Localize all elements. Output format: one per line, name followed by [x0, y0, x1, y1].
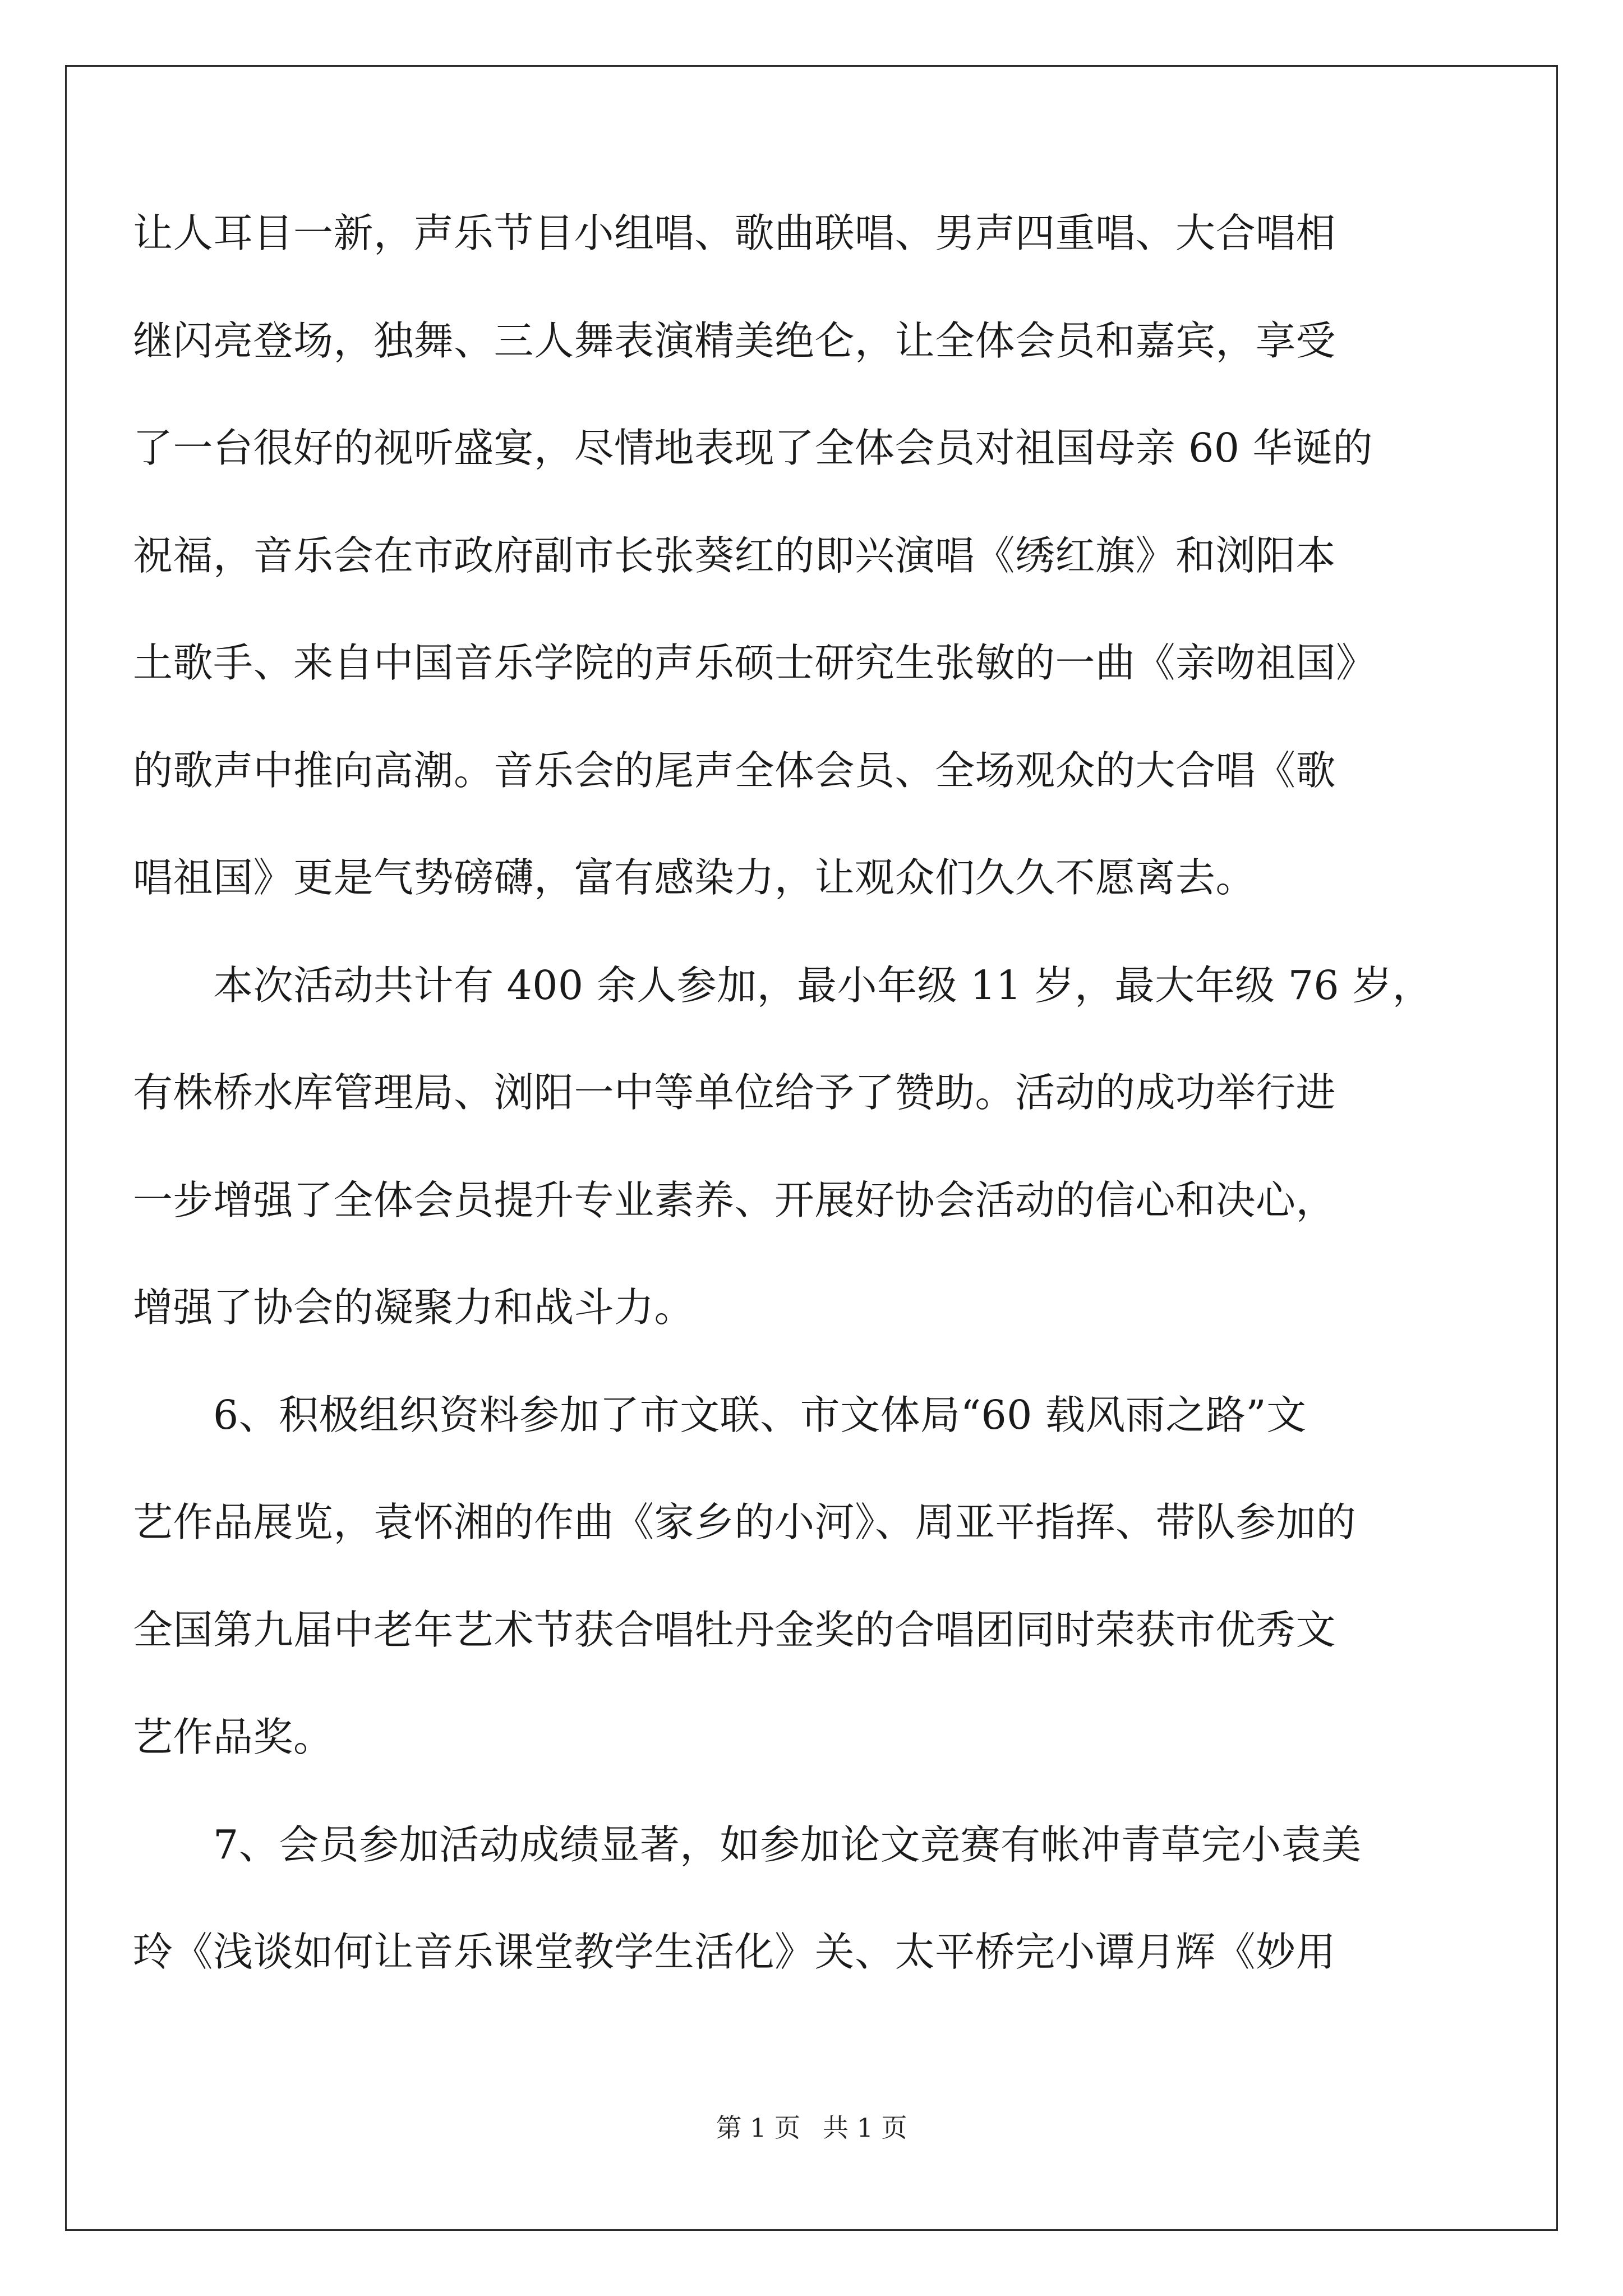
text-line-8: 本次活动共计有 400 余人参加，最小年级 11 岁，最大年级 76 岁， [133, 961, 1433, 1009]
text-line-6: 的歌声中推向高潮。音乐会的尾声全体会员、全场观众的大合唱《歌 [133, 747, 1336, 794]
page-number: 第 1 页 [716, 2113, 800, 2143]
text-line-4: 祝福，音乐会在市政府副市长张葵红的即兴演唱《绣红旗》和浏阳本 [133, 532, 1336, 579]
document-body [133, 180, 1437, 2006]
text-line-14: 全国第九届中老年艺术节获合唱牡丹金奖的合唱团同时荣获市优秀文 [133, 1606, 1336, 1653]
text-line-15: 艺作品奖。 [133, 1714, 334, 1760]
text-line-7: 唱祖国》更是气势磅礴，富有感染力，让观众们久久不愿离去。 [133, 854, 1256, 901]
text-line-3: 了一台很好的视听盛宴，尽情地表现了全体会员对祖国母亲 60 华诞的 [133, 425, 1373, 471]
text-line-17: 玲《浅谈如何让音乐课堂教学生活化》关、太平桥完小谭月辉《妙用 [133, 1929, 1336, 1975]
text-line-9: 有株桥水库管理局、浏阳一中等单位给予了赞助。活动的成功举行进 [133, 1069, 1336, 1116]
text-line-5: 土歌手、来自中国音乐学院的声乐硕士研究生张敏的一曲《亲吻祖国》 [133, 639, 1376, 686]
page-footer [0, 2111, 1623, 2145]
text-line-13: 艺作品展览，袁怀湘的作曲《家乡的小河》、周亚平指挥、带队参加的 [133, 1499, 1357, 1545]
text-line-2: 继闪亮登场，独舞、三人舞表演精美绝仑，让全体会员和嘉宾，享受 [133, 317, 1336, 364]
text-line-12: 6、积极组织资料参加了市文联、市文体局“60 载风雨之路”文 [133, 1391, 1307, 1438]
page-total: 共 1 页 [823, 2113, 907, 2143]
text-line-16: 7、会员参加活动成绩显著，如参加论文竞赛有帐冲青草完小袁美 [133, 1821, 1362, 1868]
text-line-11: 增强了协会的凝聚力和战斗力。 [133, 1284, 695, 1331]
text-line-10: 一步增强了全体会员提升专业素养、开展好协会活动的信心和决心， [133, 1176, 1336, 1223]
text-line-1: 让人耳目一新，声乐节目小组唱、歌曲联唱、男声四重唱、大合唱相 [133, 210, 1336, 256]
